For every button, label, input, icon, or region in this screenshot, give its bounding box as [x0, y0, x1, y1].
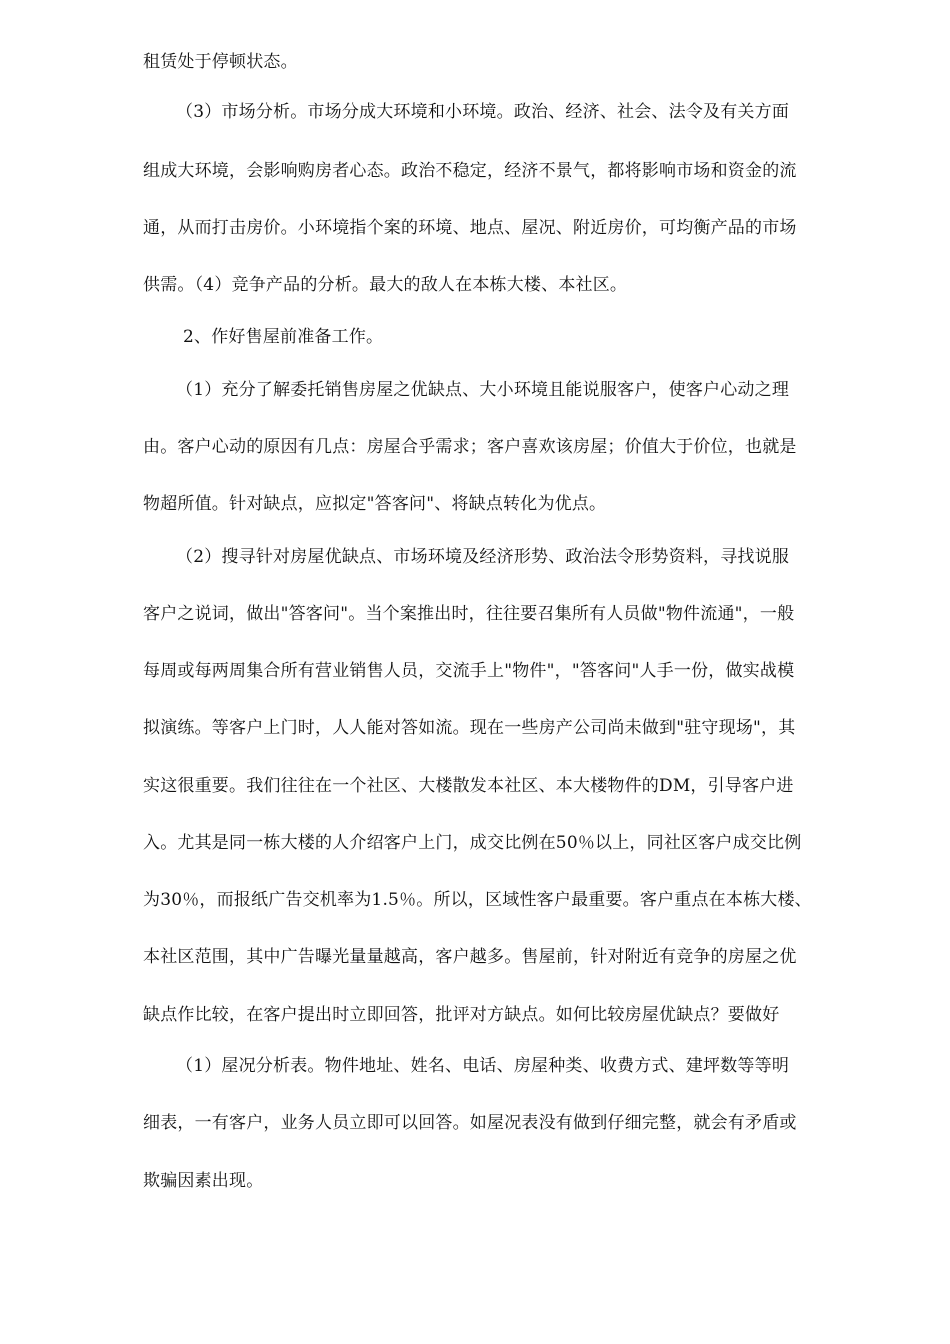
text-line: 物超所值。针对缺点，应拟定"答客问"、将缺点转化为优点。 — [143, 494, 607, 514]
text-line: 每周或每两周集合所有营业销售人员，交流手上"物件"，"答客问"人手一份，做实战模 — [143, 661, 795, 681]
text-line: 本社区范围，其中广告曝光量量越高，客户越多。售屋前，针对附近有竞争的房屋之优 — [143, 947, 797, 967]
text-line: 客户之说词，做出"答客问"。当个案推出时，往往要召集所有人员做"物件流通"，一般 — [143, 604, 795, 624]
text-line: 细表，一有客户，业务人员立即可以回答。如屋况表没有做到仔细完整，就会有矛盾或 — [143, 1113, 797, 1133]
text-line: （1）屋况分析表。物件地址、姓名、电话、房屋种类、收费方式、建坪数等等明 — [176, 1056, 790, 1076]
text-line: （1）充分了解委托销售房屋之优缺点、大小环境且能说服客户，使客户心动之理 — [176, 380, 790, 400]
text-line: 2、作好售屋前准备工作。 — [183, 327, 384, 347]
text-line: （3）市场分析。市场分成大环境和小环境。政治、经济、社会、法令及有关方面 — [176, 102, 790, 122]
text-line: 实这很重要。我们往往在一个社区、大楼散发本社区、本大楼物件的DM，引导客户进 — [143, 776, 794, 796]
text-line: 拟演练。等客户上门时，人人能对答如流。现在一些房产公司尚未做到"驻守现场"，其 — [143, 718, 796, 738]
text-line: 由。客户心动的原因有几点：房屋合乎需求；客户喜欢该房屋；价值大于价位，也就是 — [143, 437, 797, 457]
text-line: 为30％，而报纸广告交机率为1.5％。所以，区域性客户最重要。客户重点在本栋大楼、 — [143, 890, 812, 910]
text-line: 组成大环境，会影响购房者心态。政治不稳定，经济不景气，都将影响市场和资金的流 — [143, 161, 797, 181]
text-line: 租赁处于停顿状态。 — [143, 52, 298, 72]
text-line: 通，从而打击房价。小环境指个案的环境、地点、屋况、附近房价，可均衡产品的市场 — [143, 218, 797, 238]
text-line: （2）搜寻针对房屋优缺点、市场环境及经济形势、政治法令形势资料，寻找说服 — [176, 547, 790, 567]
text-line: 缺点作比较，在客户提出时立即回答，批评对方缺点。如何比较房屋优缺点？要做好 — [143, 1005, 780, 1025]
text-line: 入。尤其是同一栋大楼的人介绍客户上门，成交比例在50％以上，同社区客户成交比例 — [143, 833, 802, 853]
text-line: 供需。（4）竞争产品的分析。最大的敌人在本栋大楼、本社区。 — [143, 275, 628, 295]
text-line: 欺骗因素出现。 — [143, 1171, 264, 1191]
